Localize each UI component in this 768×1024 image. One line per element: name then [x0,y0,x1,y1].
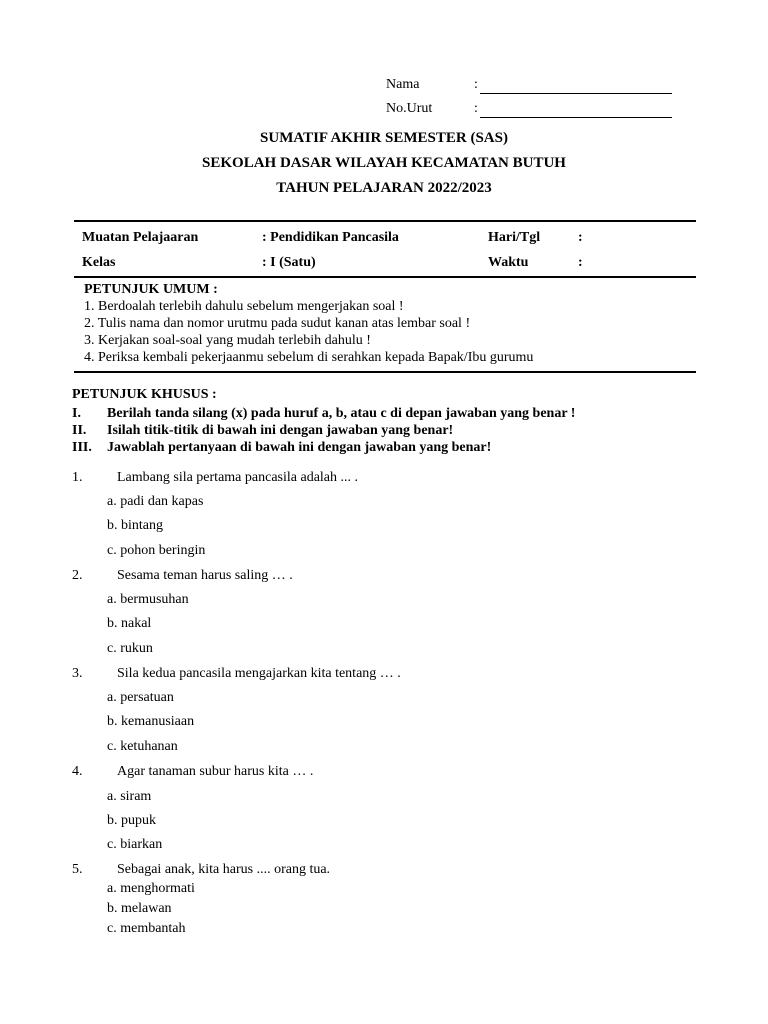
answer-option[interactable]: b. melawan [107,901,172,916]
special-item-number: II. [72,423,87,438]
number-blank-line[interactable] [480,117,672,118]
answer-option[interactable]: a. siram [107,789,152,804]
question-number: 5. [72,862,83,877]
day-separator: : [578,230,583,245]
answer-option[interactable]: a. padi dan kapas [107,494,204,509]
question-text: Sila kedua pancasila mengajarkan kita tentang … . [117,666,401,681]
school-name: SEKOLAH DASAR WILAYAH KECAMATAN BUTUH [202,155,566,171]
answer-option[interactable]: a. bermusuhan [107,592,189,607]
general-instructions-heading: PETUNJUK UMUM : [84,282,218,297]
school-year: TAHUN PELAJARAN 2022/2023 [276,180,492,196]
special-item-number: III. [72,440,92,455]
question-text: Sebagai anak, kita harus .... orang tua. [117,862,331,877]
answer-option[interactable]: c. ketuhanan [107,739,178,754]
question-text: Agar tanaman subur harus kita … . [117,764,314,779]
special-item-number: I. [72,406,81,421]
special-item-text: Isilah titik-titik di bawah ini dengan jawaban yang benar! [107,423,454,438]
answer-option[interactable]: a. menghormati [107,881,195,896]
question-number: 3. [72,666,83,681]
bottom-divider [74,371,696,373]
special-instructions-heading: PETUNJUK KHUSUS : [72,387,217,402]
question-text: Lambang sila pertama pancasila adalah ... . [117,470,359,485]
name-label: Nama [386,77,420,92]
general-instruction-item: 3. Kerjakan soal-soal yang mudah terlebih dahulu ! [84,333,371,348]
answer-option[interactable]: b. pupuk [107,813,156,828]
top-divider [74,220,696,222]
class-label: Kelas [82,255,116,270]
middle-divider [74,276,696,278]
subject-value: : Pendidikan Pancasila [262,230,399,245]
number-separator: : [474,101,478,116]
answer-option[interactable]: c. pohon beringin [107,543,206,558]
time-label: Waktu [488,255,529,270]
special-item-text: Jawablah pertanyaan di bawah ini dengan jawaban yang benar! [107,440,492,455]
question-number: 1. [72,470,83,485]
special-item-text: Berilah tanda silang (x) pada huruf a, b, atau c di depan jawaban yang benar ! [107,406,576,421]
general-instruction-item: 2. Tulis nama dan nomor urutmu pada sudut kanan atas lembar soal ! [84,316,471,331]
day-label: Hari/Tgl [488,230,541,245]
answer-option[interactable]: c. biarkan [107,837,163,852]
question-number: 2. [72,568,83,583]
number-label: No.Urut [386,101,433,116]
general-instruction-item: 1. Berdoalah terlebih dahulu sebelum mengerjakan soal ! [84,299,404,314]
answer-option[interactable]: b. kemanusiaan [107,714,195,729]
time-separator: : [578,255,583,270]
answer-option[interactable]: c. membantah [107,921,186,936]
class-value: : I (Satu) [262,255,316,270]
name-separator: : [474,77,478,92]
question-number: 4. [72,764,83,779]
subject-label: Muatan Pelajaaran [82,230,199,245]
answer-option[interactable]: b. nakal [107,616,152,631]
question-text: Sesama teman harus saling … . [117,568,293,583]
answer-option[interactable]: c. rukun [107,641,153,656]
name-blank-line[interactable] [480,93,672,94]
answer-option[interactable]: a. persatuan [107,690,174,705]
answer-option[interactable]: b. bintang [107,518,163,533]
exam-title: SUMATIF AKHIR SEMESTER (SAS) [260,130,508,146]
general-instruction-item: 4. Periksa kembali pekerjaanmu sebelum di serahkan kepada Bapak/Ibu gurumu [84,350,534,365]
